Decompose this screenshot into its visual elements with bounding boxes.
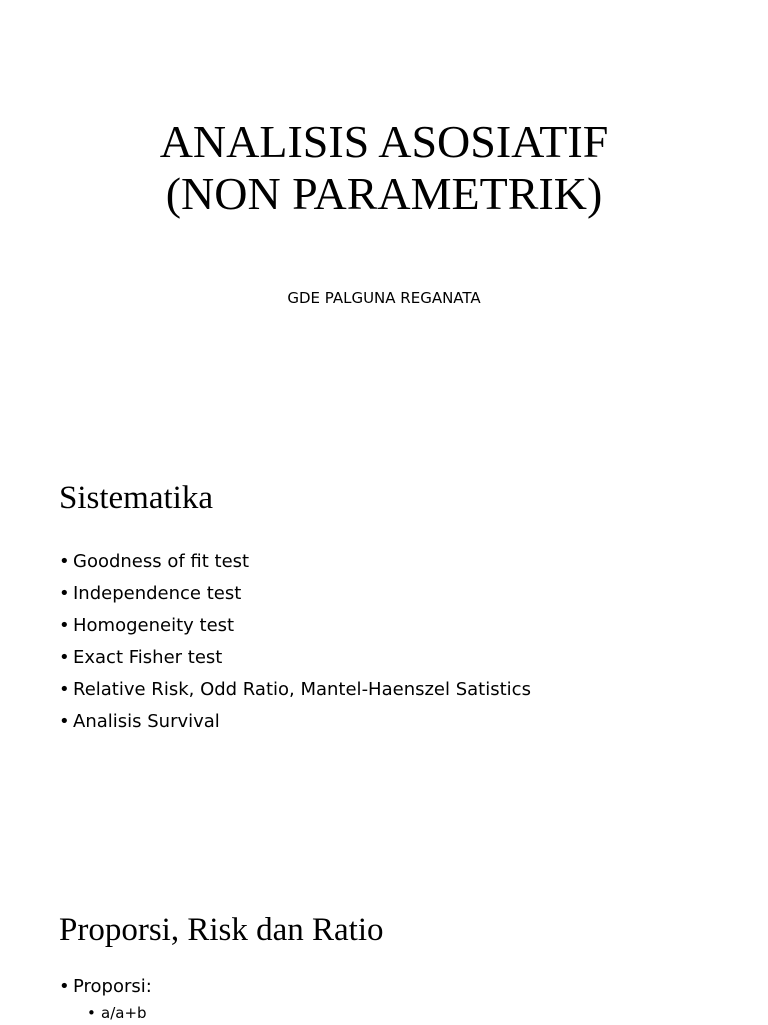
- bullet-icon: •: [87, 1004, 96, 1022]
- list-item: [59, 706, 531, 738]
- list-item-text: Goodness of fit test: [73, 551, 250, 572]
- bullet-icon: •: [59, 679, 70, 700]
- list-item-text: Relative Risk, Odd Ratio, Mantel-Haenszel Satistics: [73, 679, 531, 700]
- list-item: [59, 546, 531, 578]
- sistematika-list: [59, 546, 531, 738]
- list-item-text: Independence test: [73, 583, 242, 604]
- list-item: [59, 610, 531, 642]
- bullet-icon: •: [59, 711, 70, 732]
- list-item-text: Proporsi:: [73, 976, 152, 997]
- list-item-text: Analisis Survival: [73, 711, 220, 732]
- sub-list-item-text: a/a+b: [101, 1004, 147, 1022]
- bullet-icon: •: [59, 647, 70, 668]
- title-line-1: ANALISIS ASOSIATIF: [159, 116, 609, 167]
- list-item: [59, 578, 531, 610]
- list-item: [59, 642, 531, 674]
- sub-list-item: [87, 1001, 147, 1025]
- proporsi-sub-list: [87, 1001, 147, 1025]
- list-item: [59, 674, 531, 706]
- bullet-icon: •: [59, 551, 70, 572]
- list-item: [59, 971, 152, 1003]
- proporsi-heading: Proporsi, Risk dan Ratio: [59, 912, 384, 948]
- proporsi-list: [59, 971, 152, 1003]
- bullet-icon: •: [59, 976, 70, 997]
- title-line-2: (NON PARAMETRIK): [165, 168, 603, 219]
- list-item-text: Exact Fisher test: [73, 647, 223, 668]
- bullet-icon: •: [59, 583, 70, 604]
- sistematika-heading: Sistematika: [59, 480, 213, 516]
- list-item-text: Homogeneity test: [73, 615, 235, 636]
- bullet-icon: •: [59, 615, 70, 636]
- author-name: GDE PALGUNA REGANATA: [287, 289, 481, 307]
